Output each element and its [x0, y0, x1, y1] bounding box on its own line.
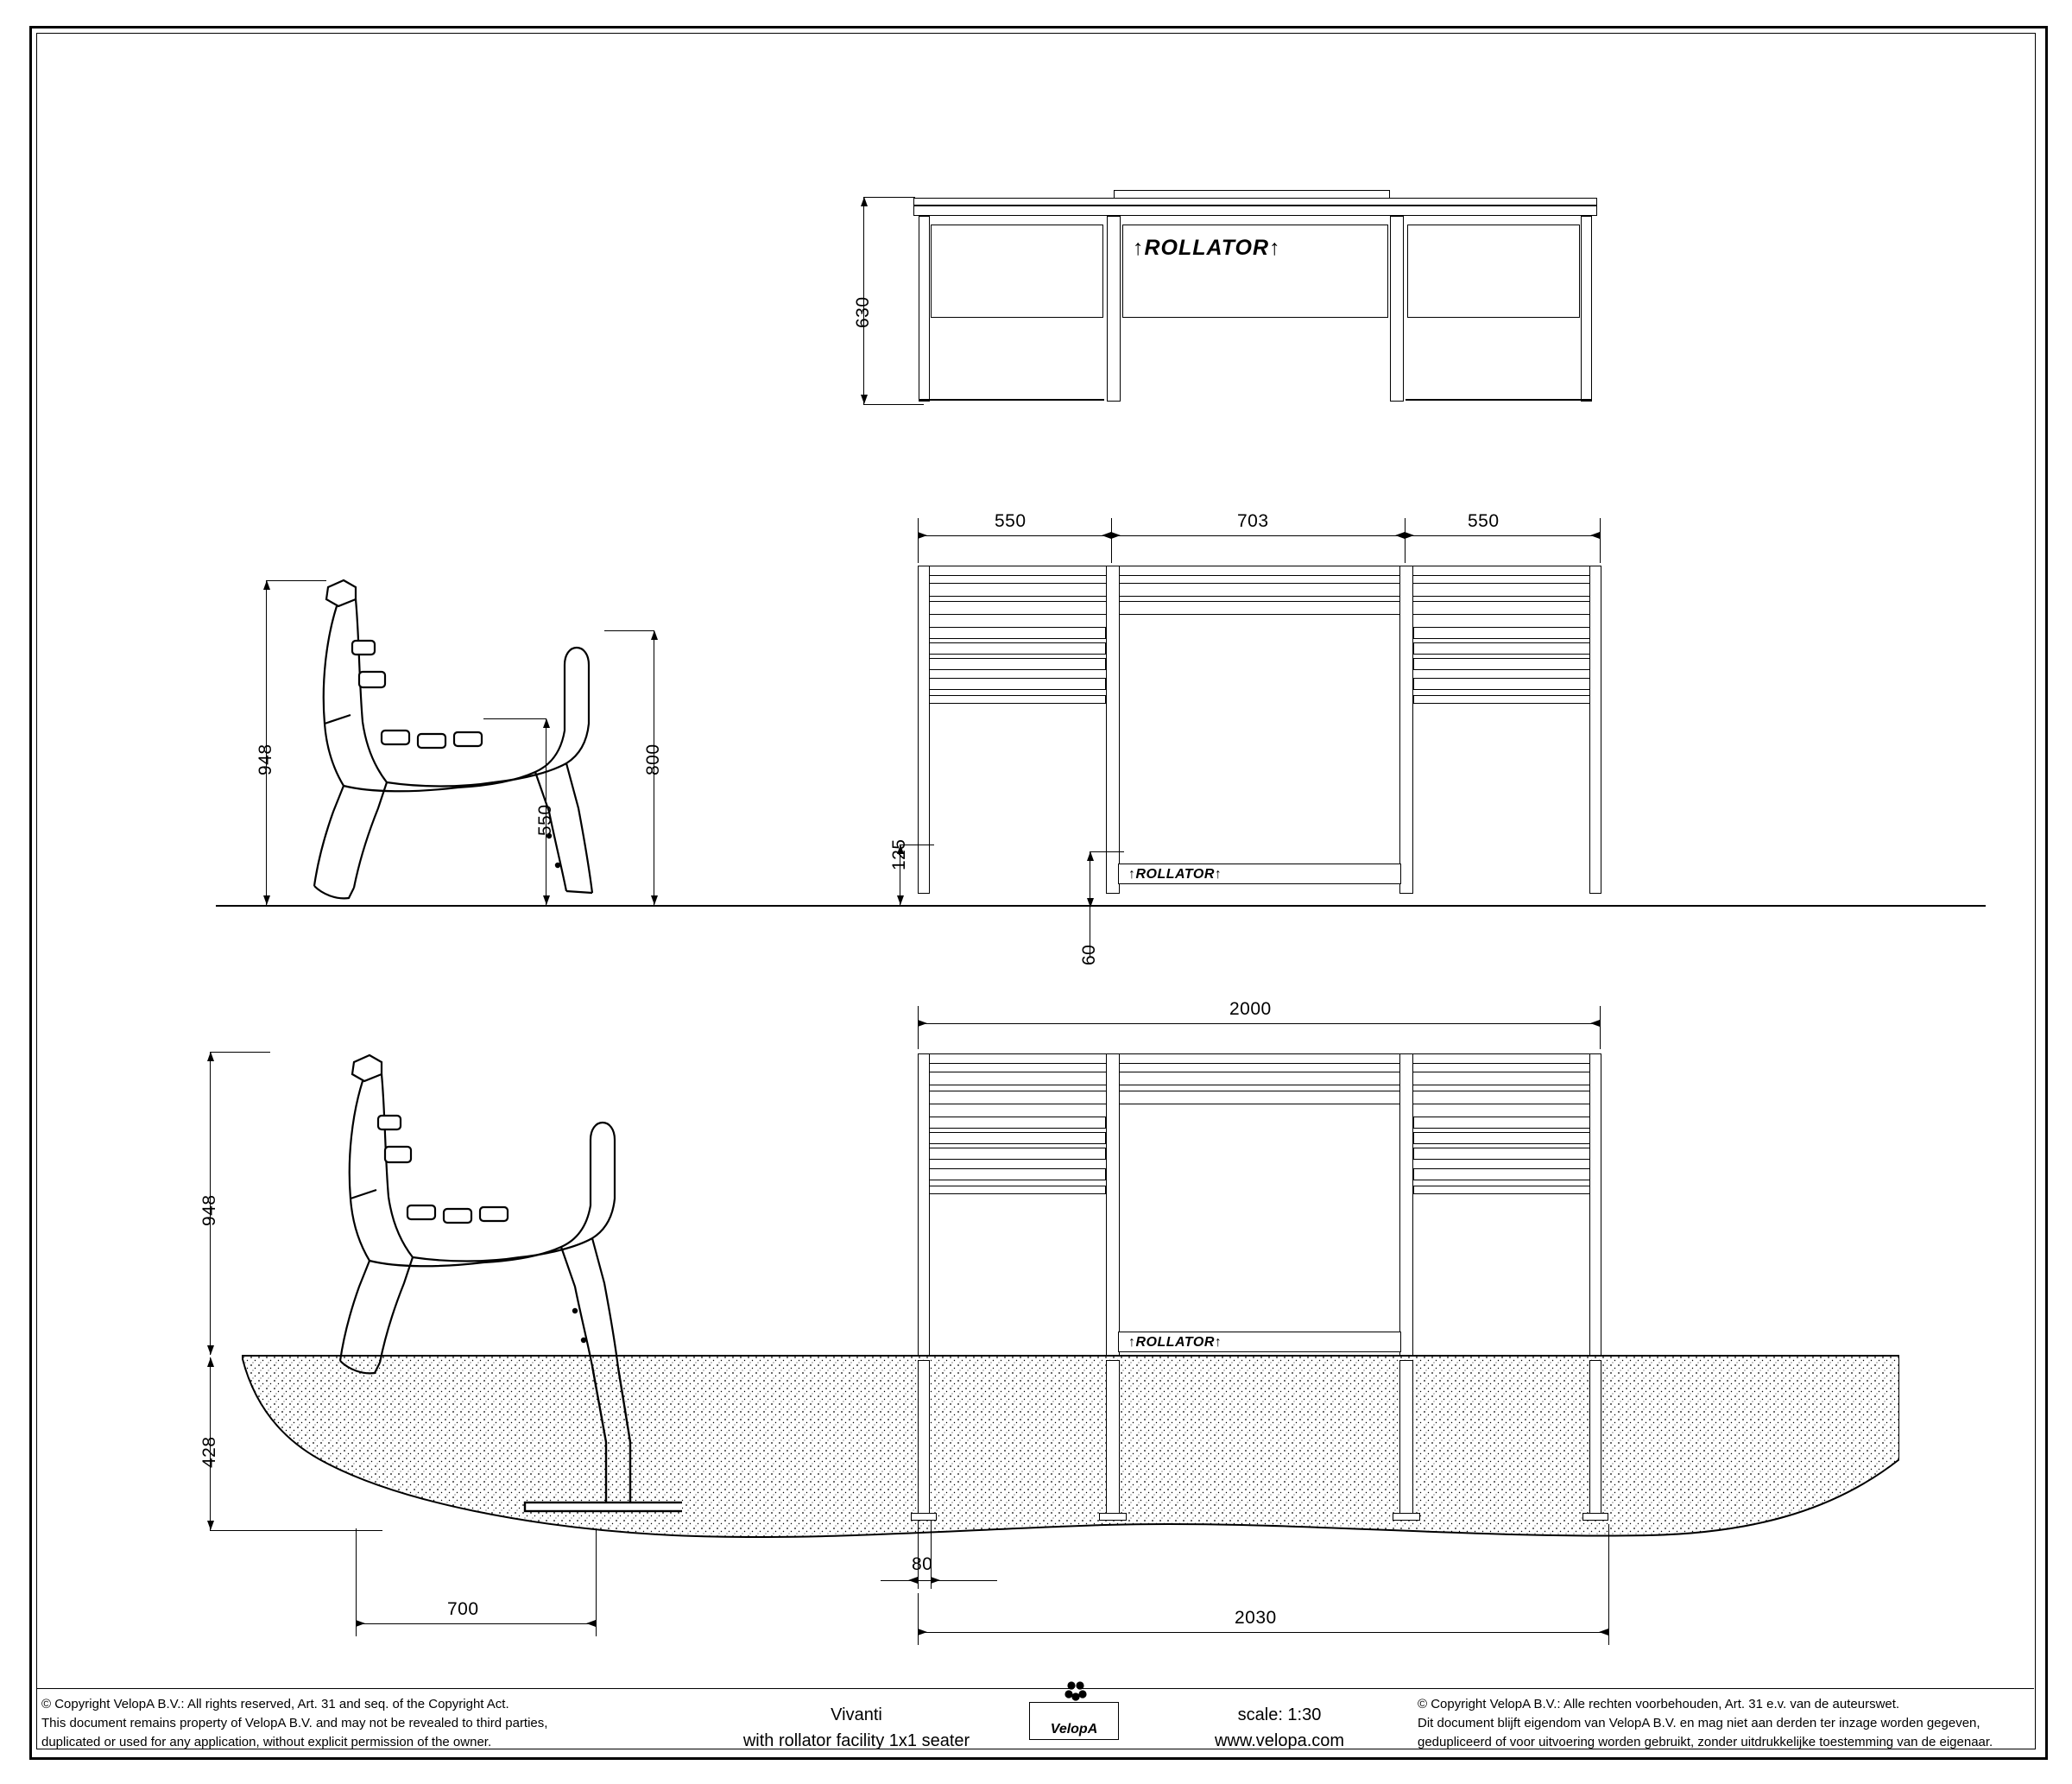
dim-630-text: 630	[853, 296, 873, 328]
rear-slat-left-2	[918, 642, 1106, 655]
dim-2030-ext-r	[1608, 1524, 1609, 1645]
rear-post-3	[1399, 566, 1413, 894]
dim-630-arrow-bottom	[861, 395, 868, 404]
dim-700-arrow-r	[586, 1620, 596, 1627]
sec-slat-left-2	[918, 1132, 1106, 1144]
dim-2000-ext-l	[918, 1006, 919, 1049]
dim-630-ext-bottom	[863, 404, 924, 405]
dim-948-text: 948	[256, 743, 275, 775]
dim-948-arrow-top	[263, 580, 270, 590]
rear-slat-left-5	[918, 695, 1106, 704]
dim-80-text: 80	[912, 1554, 933, 1574]
sec-slat-right-1	[1413, 1117, 1601, 1129]
rear-top-rail-2	[918, 583, 1601, 597]
dim-550-left-text: 550	[995, 511, 1027, 531]
sec-top-rail-1	[918, 1053, 1601, 1064]
dim-60-arrow-top	[1087, 851, 1094, 861]
plan-ext-4	[1600, 518, 1601, 563]
dim-700-text: 700	[447, 1599, 479, 1619]
dim-60-text: 60	[1079, 944, 1099, 965]
rear-slat-left-1	[918, 627, 1106, 639]
dim-550-side-text: 550	[535, 804, 555, 836]
front-leg-mid-left	[1107, 216, 1121, 402]
rear-top-rail-1	[918, 566, 1601, 576]
dim-550-side-ext-top	[483, 718, 546, 719]
plan-arrow-6	[1590, 532, 1600, 539]
rollator-arrow-left-icon: ↑	[1133, 236, 1145, 260]
sec-top-rail-2	[918, 1072, 1601, 1085]
sec-post-1	[918, 1053, 930, 1356]
top-rail-2	[913, 206, 1597, 216]
dim-948-ext-top	[266, 580, 326, 581]
dim-125-text: 125	[889, 838, 909, 870]
sec-top-rail-3	[918, 1091, 1601, 1104]
copyright-en-line2: This document remains property of VelopA B.V. and may not be revealed to third parties,	[41, 1715, 548, 1730]
website-text: www.velopa.com	[1214, 1731, 1345, 1750]
dim-2030-line	[918, 1632, 1608, 1633]
front-leg-left	[919, 216, 930, 402]
product-name: Vivanti	[831, 1705, 882, 1724]
sec-post-4	[1589, 1053, 1601, 1356]
rear-slat-right-4	[1413, 678, 1601, 690]
rollator-arrow-right-icon-rear: ↑	[1214, 867, 1222, 882]
sec-slat-right-4	[1413, 1168, 1601, 1180]
dim-550-side-arrow-top	[543, 718, 550, 728]
dim-60-arrow-bottom	[1087, 898, 1094, 908]
rollator-arrow-right-icon-sec: ↑	[1214, 1335, 1222, 1350]
dim-700-ext-r	[596, 1528, 597, 1636]
rear-post-2	[1106, 566, 1120, 894]
copyright-nl-line1: © Copyright VelopA B.V.: Alle rechten voorbehouden, Art. 31 e.v. van de auteurswet.	[1418, 1697, 1900, 1711]
plan-arrow-4	[1395, 532, 1405, 539]
sec-post-2	[1106, 1053, 1120, 1356]
dim-125-arrow-bottom	[897, 895, 904, 905]
dim-948b-ext-top	[210, 1052, 270, 1053]
dim-2000-arrow-l	[918, 1020, 927, 1027]
dim-80-arrow-l	[908, 1577, 918, 1584]
footing-3	[1393, 1513, 1420, 1521]
sec-slat-right-3	[1413, 1148, 1601, 1160]
dim-700-line	[356, 1623, 596, 1624]
dim-948b-text: 948	[199, 1194, 219, 1226]
buried-post-3	[1399, 1360, 1413, 1515]
dim-80-arrow-r	[931, 1577, 940, 1584]
section-profile-seat	[302, 1036, 682, 1520]
copyright-en-line3: duplicated or used for any application, without explicit permission of the owner.	[41, 1734, 492, 1749]
dim-630-ext-top	[863, 197, 915, 198]
rollator-label-front	[1133, 236, 1281, 261]
dim-948b-arrow-bottom	[207, 1345, 214, 1355]
dim-428-arrow-bottom	[207, 1521, 214, 1530]
dim-550-side-arrow-bottom	[543, 895, 550, 905]
rear-elevation-view	[911, 553, 1610, 907]
copyright-nl-line3: gedupliceerd of voor uitvoering worden gebruikt, zonder uitdrukkelijke toestemming van de eigenaar.	[1418, 1734, 1993, 1749]
rollator-text-rear: ROLLATOR	[1135, 867, 1215, 882]
rear-slat-right-3	[1413, 658, 1601, 670]
sec-slat-left-3	[918, 1148, 1106, 1160]
rollator-arrow-left-icon-sec: ↑	[1128, 1335, 1136, 1350]
dim-948b-arrow-top	[207, 1052, 214, 1061]
rear-slat-left-3	[918, 658, 1106, 670]
product-description: with rollator facility 1x1 seater	[742, 1731, 970, 1750]
plan-ext-1	[918, 518, 919, 563]
dim-948-line	[266, 580, 267, 905]
rear-slat-right-5	[1413, 695, 1601, 704]
title-block	[36, 1688, 2034, 1748]
copyright-nl-line2: Dit document blijft eigendom van VelopA B.V. en mag niet aan derden ter inzage worden gegeven,	[1418, 1715, 1980, 1730]
dim-428-ext-bottom	[210, 1530, 382, 1531]
front-baseline-left	[919, 399, 1104, 401]
dim-2000-line	[918, 1023, 1600, 1024]
scale-info	[1159, 1702, 1400, 1754]
front-baseline-right	[1406, 399, 1592, 401]
copyright-en	[41, 1695, 663, 1751]
plan-ext-3	[1405, 518, 1406, 563]
plan-ext-2	[1111, 518, 1112, 563]
rear-slat-left-4	[918, 678, 1106, 690]
dim-800-arrow-top	[651, 630, 658, 640]
slat-right-panel	[1407, 225, 1580, 318]
buried-post-1	[918, 1360, 930, 1515]
dim-2030-arrow-r	[1599, 1629, 1608, 1635]
footing-1	[911, 1513, 937, 1521]
copyright-nl	[1418, 1695, 2039, 1751]
dim-2030-ext-l	[918, 1593, 919, 1645]
rollator-arrow-left-icon-rear: ↑	[1128, 867, 1136, 882]
top-rail	[913, 198, 1597, 206]
dim-2000-ext-r	[1600, 1006, 1601, 1049]
slat-left-panel	[931, 225, 1103, 318]
plan-arrow-3	[1111, 532, 1121, 539]
dim-60-ext	[1090, 851, 1124, 852]
front-elevation-view	[906, 186, 1606, 410]
sec-slat-right-2	[1413, 1132, 1601, 1144]
product-info	[718, 1702, 995, 1754]
dim-550-right-text: 550	[1468, 511, 1500, 531]
plan-arrow-1	[918, 532, 927, 539]
copyright-en-line1: © Copyright VelopA B.V.: All rights reserved, Art. 31 and seq. of the Copyright Act.	[41, 1697, 509, 1711]
plan-arrow-5	[1405, 532, 1414, 539]
dim-2000-arrow-r	[1590, 1020, 1600, 1027]
scale-text: scale: 1:30	[1237, 1705, 1322, 1724]
rollator-label-rear	[1128, 867, 1222, 883]
dim-428-arrow-top	[207, 1357, 214, 1367]
rear-post-4	[1589, 566, 1601, 894]
rollator-arrow-right-icon: ↑	[1269, 236, 1281, 260]
plan-dim-line	[918, 535, 1600, 536]
dim-2030-text: 2030	[1235, 1608, 1277, 1628]
sec-slat-left-5	[918, 1186, 1106, 1194]
section-bench-view	[911, 1041, 1610, 1360]
sec-slat-right-5	[1413, 1186, 1601, 1194]
velopa-logo	[1029, 1702, 1119, 1740]
rollator-text-sec: ROLLATOR	[1135, 1335, 1215, 1350]
dim-703-text: 703	[1237, 511, 1269, 531]
dim-630-arrow-top	[861, 197, 868, 206]
rear-top-rail-3	[918, 601, 1601, 615]
velopa-logo-text: VelopA	[1050, 1722, 1098, 1737]
dim-700-arrow-l	[356, 1620, 365, 1627]
buried-post-4	[1589, 1360, 1601, 1515]
dim-800-ext-top	[604, 630, 654, 631]
dim-2000-text: 2000	[1229, 999, 1272, 1019]
rear-slat-right-2	[1413, 642, 1601, 655]
front-leg-right	[1581, 216, 1592, 402]
rear-slat-right-1	[1413, 627, 1601, 639]
rollator-label-section	[1128, 1335, 1222, 1351]
plan-arrow-2	[1102, 532, 1111, 539]
dim-428-text: 428	[199, 1436, 219, 1468]
buried-post-2	[1106, 1360, 1120, 1515]
sec-slat-left-1	[918, 1117, 1106, 1129]
rollator-text: ROLLATOR	[1144, 236, 1270, 260]
footing-2	[1099, 1513, 1127, 1521]
front-leg-mid-right	[1390, 216, 1404, 402]
dim-948-arrow-bottom	[263, 895, 270, 905]
sec-slat-left-4	[918, 1168, 1106, 1180]
dim-800-text: 800	[643, 743, 663, 775]
footing-4	[1582, 1513, 1608, 1521]
top-cap	[1114, 190, 1390, 199]
flower-icon	[1064, 1680, 1087, 1701]
side-profile-seat	[276, 561, 656, 924]
dim-2030-arrow-l	[918, 1629, 927, 1635]
sec-post-3	[1399, 1053, 1413, 1356]
dim-800-arrow-bottom	[651, 895, 658, 905]
